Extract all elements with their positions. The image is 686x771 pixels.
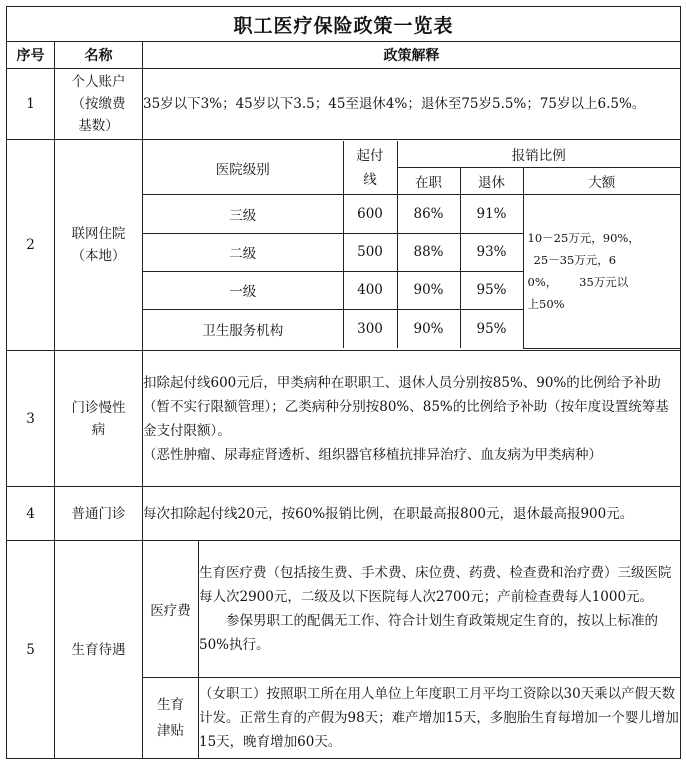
subheader-employed: 在职: [397, 167, 460, 194]
large-amount-line: 上50%: [527, 297, 565, 312]
subheader-level: 医院级别: [143, 141, 343, 194]
large-amount-line: 25－35万元，6: [533, 253, 617, 268]
medical-fee-label: 医疗费: [143, 541, 199, 678]
row5-name: 生育待遇: [55, 541, 143, 759]
level-name: 卫生服务机构: [143, 309, 343, 348]
table-row: [7, 351, 681, 487]
subheader-threshold: [343, 141, 397, 194]
medical-fee-main: 生育医疗费（包括接生费、手术费、床位费、药费、检查费和治疗费）三级医院每人次2900元，二级及以下医院每人次2700元；产前检查费每人1000元。: [199, 565, 672, 605]
subheader-threshold-line: 线: [363, 171, 377, 188]
row1-name-line: 个人账户: [71, 74, 126, 90]
row1-name-line: 基数）: [78, 118, 119, 134]
table-title: 职工医疗保险政策一览表: [7, 7, 681, 42]
level-retired: 93%: [460, 233, 523, 271]
level-retired: 95%: [460, 271, 523, 309]
level-employed: 90%: [397, 271, 460, 309]
level-employed: 86%: [397, 194, 460, 233]
level-name: 三级: [143, 194, 343, 233]
level-name: 二级: [143, 233, 343, 271]
level-threshold: 400: [343, 271, 397, 309]
level-employed: 88%: [397, 233, 460, 271]
table-row: [7, 69, 681, 140]
row2-name: [55, 140, 143, 351]
header-policy: 政策解释: [143, 42, 681, 69]
row3-name-line: 门诊慢性: [71, 399, 126, 416]
level-employed: 90%: [397, 309, 460, 348]
header-name: 名称: [55, 42, 143, 69]
row2-name-line: （本地）: [71, 248, 126, 264]
row1-seq: 1: [7, 69, 55, 140]
row3-seq: 3: [7, 351, 55, 487]
row1-name-line: （按缴费: [71, 96, 126, 112]
row4-name: 普通门诊: [55, 487, 143, 541]
table-row: [7, 541, 681, 678]
large-amount: [523, 194, 680, 348]
subheader-ratio: 报销比例: [397, 141, 680, 167]
level-retired: 95%: [460, 309, 523, 348]
row2-name-line: 联网住院: [71, 226, 126, 242]
level-name: 一级: [143, 271, 343, 309]
row3-text-note: （恶性肿瘤、尿毒症肾透析、组织器官移植抗排异治疗、血友病为甲类病种）: [143, 446, 602, 463]
row1-name: [55, 69, 143, 140]
large-amount-line: 0%， 35万元以: [527, 275, 629, 290]
medical-fee-spouse: 参保男职工的配偶无工作、符合计划生育政策规定生育的，按以上标准的50%执行。: [199, 613, 658, 653]
row2-seq: 2: [7, 140, 55, 351]
policy-table: [6, 6, 681, 759]
row1-text: 35岁以下3%；45岁以下3.5；45至退休4%；退休至75岁5.5%；75岁以上6.5%。: [143, 69, 681, 140]
row3-text: [143, 351, 681, 487]
row5-seq: 5: [7, 541, 55, 759]
row3-name: [55, 351, 143, 487]
level-threshold: 300: [343, 309, 397, 348]
subheader-threshold-line: 起付: [356, 147, 384, 164]
level-threshold: 600: [343, 194, 397, 233]
row4-seq: 4: [7, 487, 55, 541]
table-row: [7, 487, 681, 541]
allowance-label-line: 生育: [157, 697, 184, 713]
subheader-large: 大额: [523, 167, 680, 194]
allowance-label-line: 津贴: [157, 723, 184, 739]
level-threshold: 500: [343, 233, 397, 271]
row3-name-line: 病: [91, 421, 106, 438]
large-amount-line: 10－25万元，90%，: [527, 231, 640, 246]
allowance-label: [143, 678, 199, 759]
level-retired: 91%: [460, 194, 523, 233]
inpatient-subtable-cell: [143, 140, 681, 351]
header-seq: 序号: [7, 42, 55, 69]
subheader-retired: 退休: [460, 167, 523, 194]
row3-text-main: 扣除起付线600元后，甲类病种在职职工、退休人员分别按85%、90%的比例给予补助（暂不实行限额管理）；乙类病种分别按80%、85%的比例给予补助（按年度设置统筹基金支付限额）。: [143, 374, 669, 439]
row4-text: 每次扣除起付线20元，按60%报销比例，在职最高报800元，退休最高报900元。: [143, 487, 681, 541]
medical-fee-text: [199, 541, 681, 678]
table-row: [7, 140, 681, 351]
allowance-text: （女职工）按照职工所在用人单位上年度职工月平均工资除以30天乘以产假天数计发。正常生育的产假为98天；难产增加15天，多胞胎生育每增加一个婴儿增加15天，晚育增加60天。: [199, 678, 681, 759]
inpatient-subtable: [143, 141, 680, 349]
